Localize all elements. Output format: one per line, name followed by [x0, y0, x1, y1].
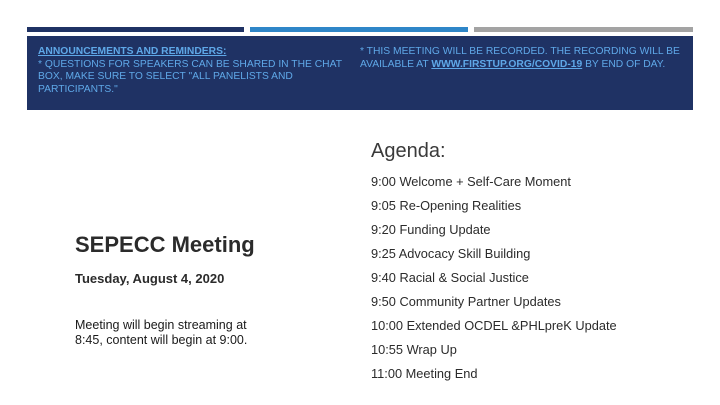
- top-bar-blue: [250, 27, 468, 32]
- announcements-questions-text: * QUESTIONS FOR SPEAKERS CAN BE SHARED IN THE CHAT BOX, MAKE SURE TO SELECT "ALL PANELISTS AND PARTICIPANTS.": [38, 58, 342, 95]
- announcements-left: [38, 46, 348, 96]
- agenda-item: 9:00 Welcome + Self-Care Moment: [371, 174, 571, 189]
- agenda-item: 10:55 Wrap Up: [371, 342, 457, 357]
- announcements-banner: [27, 36, 693, 110]
- agenda-item: 9:50 Community Partner Updates: [371, 294, 561, 309]
- agenda-item: 9:25 Advocacy Skill Building: [371, 246, 531, 261]
- recording-text-end: BY END OF DAY.: [582, 58, 666, 70]
- agenda-heading: Agenda:: [371, 140, 446, 162]
- announcements-title: ANNOUNCEMENTS AND REMINDERS:: [38, 46, 227, 57]
- agenda-item: 10:00 Extended OCDEL &PHLpreK Update: [371, 318, 617, 333]
- agenda-item: 9:40 Racial & Social Justice: [371, 270, 529, 285]
- agenda-list: [371, 174, 617, 390]
- recording-link[interactable]: WWW.FIRSTUP.ORG/COVID-19: [431, 58, 583, 70]
- meeting-note: Meeting will begin streaming at 8:45, content will begin at 9:00.: [75, 318, 248, 347]
- recording-text: * THIS MEETING WILL BE RECORDED. THE RECORDING WILL BE AVAILABLE AT: [360, 46, 680, 70]
- agenda-item: 9:05 Re-Opening Realities: [371, 198, 522, 213]
- agenda-item: 11:00 Meeting End: [371, 366, 478, 381]
- announcements-right: [360, 46, 690, 71]
- meeting-date: Tuesday, August 4, 2020: [75, 271, 225, 286]
- meeting-title: SEPECC Meeting: [75, 232, 255, 257]
- top-bar-navy: [27, 27, 244, 32]
- top-bar-gray: [474, 27, 693, 32]
- agenda-item: 9:20 Funding Update: [371, 222, 491, 237]
